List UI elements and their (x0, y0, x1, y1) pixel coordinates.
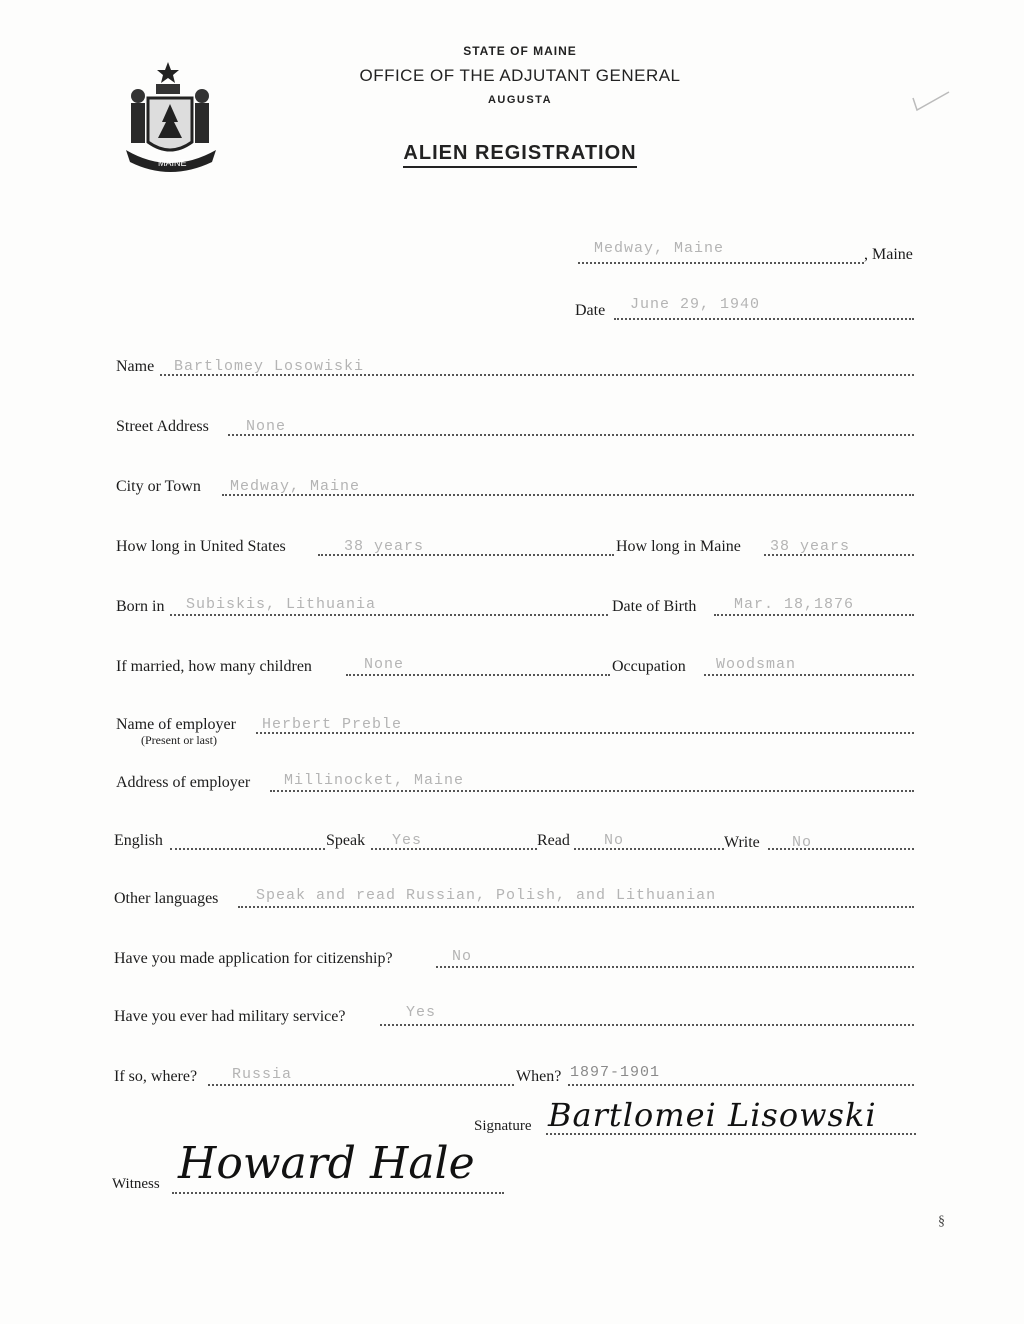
occupation-label: Occupation (612, 658, 686, 675)
english-label: English (114, 832, 163, 849)
employer-value[interactable]: Herbert Preble (262, 716, 403, 733)
form-title-text: ALIEN REGISTRATION (403, 142, 636, 168)
when-label: When? (516, 1068, 562, 1085)
speak-value[interactable]: Yes (392, 832, 423, 849)
citizenship-label: Have you made application for citizenship? (114, 950, 393, 967)
employer-address-label: Address of employer (116, 774, 251, 791)
children-value[interactable]: None (364, 656, 405, 673)
write-line (768, 848, 914, 850)
other-languages-value[interactable]: Speak and read Russian, Polish, and Lithuanian (256, 887, 717, 904)
witness-label: Witness (112, 1176, 160, 1192)
children-label: If married, how many children (116, 658, 312, 675)
citizenship-line (436, 966, 914, 968)
employer-address-line (270, 790, 914, 792)
location-line (578, 262, 864, 264)
when-line (568, 1084, 914, 1086)
street-label: Street Address (116, 418, 209, 435)
read-label: Read (537, 832, 570, 849)
occupation-value[interactable]: Woodsman (716, 656, 797, 673)
employer-address-value[interactable]: Millinocket, Maine (284, 772, 465, 789)
military-label: Have you ever had military service? (114, 1008, 346, 1025)
where-label: If so, where? (114, 1068, 198, 1085)
dob-label: Date of Birth (612, 598, 697, 615)
us-duration-value[interactable]: 38 years (344, 538, 425, 555)
read-value[interactable]: No (604, 832, 625, 849)
witness-line (172, 1192, 504, 1194)
where-value[interactable]: Russia (232, 1066, 293, 1083)
margin-mark: § (938, 1214, 945, 1229)
form-title (330, 142, 710, 165)
birthplace-value[interactable]: Subiskis, Lithuania (186, 596, 377, 613)
read-line (574, 848, 724, 850)
employer-label: Name of employer (116, 716, 236, 733)
date-value[interactable]: June 29, 1940 (630, 296, 761, 313)
maine-duration-label: How long in Maine (616, 538, 741, 555)
employer-sublabel: (Present or last) (141, 733, 217, 747)
date-label: Date (575, 302, 606, 319)
other-languages-label: Other languages (114, 890, 219, 907)
state-heading: STATE OF MAINE (463, 44, 577, 58)
name-label: Name (116, 358, 155, 375)
dob-value[interactable]: Mar. 18,1876 (734, 596, 855, 613)
street-line (228, 434, 914, 436)
dob-line (714, 614, 914, 616)
signature-label: Signature (474, 1118, 532, 1134)
date-line (614, 318, 914, 320)
occupation-line (704, 674, 914, 676)
signature-value[interactable]: Bartlomei Lisowski (548, 1096, 877, 1134)
street-value[interactable]: None (246, 418, 287, 435)
location-value[interactable]: Medway, Maine (594, 240, 725, 257)
birthplace-line (170, 614, 608, 616)
city-value[interactable]: Medway, Maine (230, 478, 361, 495)
write-value[interactable]: No (792, 834, 813, 851)
citizenship-value[interactable]: No (452, 948, 473, 965)
speak-label: Speak (326, 832, 366, 849)
us-duration-label: How long in United States (116, 538, 286, 555)
maine-seal-icon (116, 58, 226, 180)
name-value[interactable]: Bartlomey Losowiski (174, 358, 365, 375)
where-line (208, 1084, 514, 1086)
witness-signature[interactable]: Howard Hale (178, 1138, 475, 1189)
city-heading: AUGUSTA (487, 94, 553, 106)
write-label: Write (724, 834, 760, 851)
maine-duration-value[interactable]: 38 years (770, 538, 851, 555)
check-mark-icon (905, 88, 955, 116)
other-languages-line (238, 906, 914, 908)
military-line (380, 1024, 914, 1026)
english-line (170, 848, 325, 850)
seal-text: MAINE (158, 158, 187, 168)
office-heading: OFFICE OF THE ADJUTANT GENERAL (359, 66, 681, 85)
military-value[interactable]: Yes (406, 1004, 437, 1021)
location-suffix: , Maine (864, 246, 913, 263)
city-label: City or Town (116, 478, 201, 495)
birthplace-label: Born in (116, 598, 165, 615)
children-line (346, 674, 610, 676)
when-value[interactable]: 1897-1901 (570, 1064, 661, 1081)
